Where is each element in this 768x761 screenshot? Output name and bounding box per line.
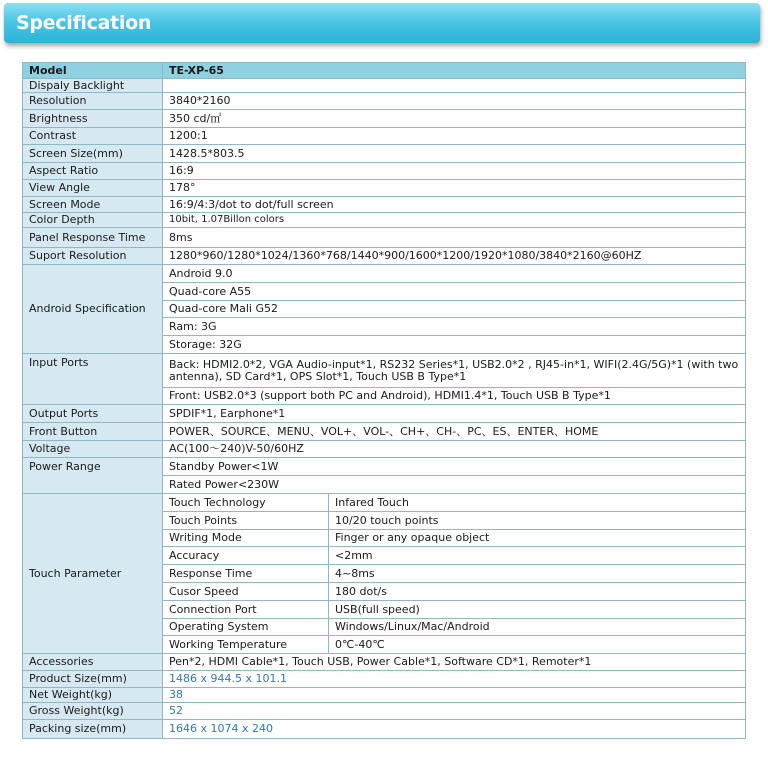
android-item: Quad-core A55	[163, 283, 746, 301]
row-label: Packing size(mm)	[23, 720, 163, 739]
table-row	[23, 180, 746, 197]
table-row	[23, 265, 746, 283]
table-row	[23, 197, 746, 213]
touch-value: 0℃-40℃	[329, 636, 746, 654]
input-front-value: Front: USB2.0*3 (support both PC and Android), HDMI1.4*1, Touch USB B Type*1	[163, 388, 746, 405]
android-item: Quad-core Mali G52	[163, 301, 746, 318]
touch-key: Accuracy	[163, 547, 329, 565]
row-label: Color Depth	[23, 213, 163, 228]
row-label: Input Ports	[23, 354, 163, 405]
row-label: Screen Size(mm)	[23, 145, 163, 163]
specification-table	[22, 62, 746, 739]
row-value: 1646 x 1074 x 240	[163, 720, 746, 739]
touch-key: Connection Port	[163, 601, 329, 619]
touch-key: Working Temperature	[163, 636, 329, 654]
table-row	[23, 354, 746, 388]
row-label: Voltage	[23, 441, 163, 458]
touch-value: Finger or any opaque object	[329, 530, 746, 547]
row-value: 8ms	[163, 228, 746, 248]
model-label: Model	[23, 63, 163, 79]
table-row	[23, 93, 746, 110]
row-value: SPDIF*1, Earphone*1	[163, 405, 746, 423]
row-label: Panel Response Time	[23, 228, 163, 248]
row-label: Suport Resolution	[23, 248, 163, 265]
row-value: 10bit, 1.07Billon colors	[163, 213, 746, 228]
row-value: 16:9/4:3/dot to dot/full screen	[163, 197, 746, 213]
row-label: Dispaly Backlight	[23, 79, 163, 93]
row-value: 1486 x 944.5 x 101.1	[163, 671, 746, 688]
row-label: Net Weight(kg)	[23, 688, 163, 703]
row-value: POWER、SOURCE、MENU、VOL+、VOL-、CH+、CH-、PC、ES、ENTER、HOME	[163, 423, 746, 441]
touch-value: USB(full speed)	[329, 601, 746, 619]
row-value: 52	[163, 703, 746, 720]
row-label: Aspect Ratio	[23, 163, 163, 180]
row-value: AC(100～240)V-50/60HZ	[163, 441, 746, 458]
table-header-row	[23, 63, 746, 79]
row-label: Power Range	[23, 458, 163, 494]
table-row	[23, 213, 746, 228]
table-row	[23, 458, 746, 476]
touch-key: Touch Points	[163, 512, 329, 530]
row-value: 16:9	[163, 163, 746, 180]
row-label: Front Button	[23, 423, 163, 441]
touch-value: 4~8ms	[329, 565, 746, 583]
table-row	[23, 441, 746, 458]
row-value: 178°	[163, 180, 746, 197]
row-label: Resolution	[23, 93, 163, 110]
android-item: Storage: 32G	[163, 336, 746, 354]
touch-value: 10/20 touch points	[329, 512, 746, 530]
touch-value: <2mm	[329, 547, 746, 565]
touch-value: Windows/Linux/Mac/Android	[329, 619, 746, 636]
touch-key: Response Time	[163, 565, 329, 583]
row-value: 1428.5*803.5	[163, 145, 746, 163]
row-value	[163, 79, 746, 93]
table-row	[23, 128, 746, 145]
row-value: 3840*2160	[163, 93, 746, 110]
model-value: TE-XP-65	[163, 63, 746, 79]
row-label: Contrast	[23, 128, 163, 145]
table-row	[23, 163, 746, 180]
page-title: Specification	[16, 12, 152, 34]
table-row	[23, 703, 746, 720]
row-value: Pen*2, HDMI Cable*1, Touch USB, Power Cable*1, Software CD*1, Remoter*1	[163, 654, 746, 671]
row-label: Gross Weight(kg)	[23, 703, 163, 720]
table-row	[23, 405, 746, 423]
touch-key: Cusor Speed	[163, 583, 329, 601]
touch-key: Writing Mode	[163, 530, 329, 547]
touch-key: Touch Technology	[163, 494, 329, 512]
row-value: 38	[163, 688, 746, 703]
touch-key: Operating System	[163, 619, 329, 636]
android-item: Ram: 3G	[163, 318, 746, 336]
table-row	[23, 110, 746, 128]
row-label: Output Ports	[23, 405, 163, 423]
table-row	[23, 654, 746, 671]
table-row	[23, 720, 746, 739]
row-label: Touch Parameter	[23, 494, 163, 654]
row-label: Brightness	[23, 110, 163, 128]
row-label: Screen Mode	[23, 197, 163, 213]
input-back-value: Back: HDMI2.0*2, VGA Audio-input*1, RS232 Series*1, USB2.0*2 , RJ45-in*1, WIFI(2.4G/5G)*1 (with two antenna), SD Card*1, OPS Slot*1, Touch USB B Type*1	[163, 354, 746, 388]
row-value: 1200:1	[163, 128, 746, 145]
android-item: Android 9.0	[163, 265, 746, 283]
touch-value: 180 dot/s	[329, 583, 746, 601]
row-value: 1280*960/1280*1024/1360*768/1440*900/1600*1200/1920*1080/3840*2160@60HZ	[163, 248, 746, 265]
row-value: 350 cd/㎡	[163, 110, 746, 128]
table-row	[23, 145, 746, 163]
row-label: View Angle	[23, 180, 163, 197]
table-row	[23, 494, 746, 512]
row-label: Accessories	[23, 654, 163, 671]
power-item: Rated Power<230W	[163, 476, 746, 494]
row-label: Product Size(mm)	[23, 671, 163, 688]
table-row	[23, 248, 746, 265]
table-row	[23, 671, 746, 688]
table-row	[23, 79, 746, 93]
power-item: Standby Power<1W	[163, 458, 746, 476]
touch-value: Infared Touch	[329, 494, 746, 512]
table-row	[23, 688, 746, 703]
specification-banner	[4, 3, 760, 43]
table-row	[23, 423, 746, 441]
row-label: Android Specification	[23, 265, 163, 354]
table-row	[23, 228, 746, 248]
